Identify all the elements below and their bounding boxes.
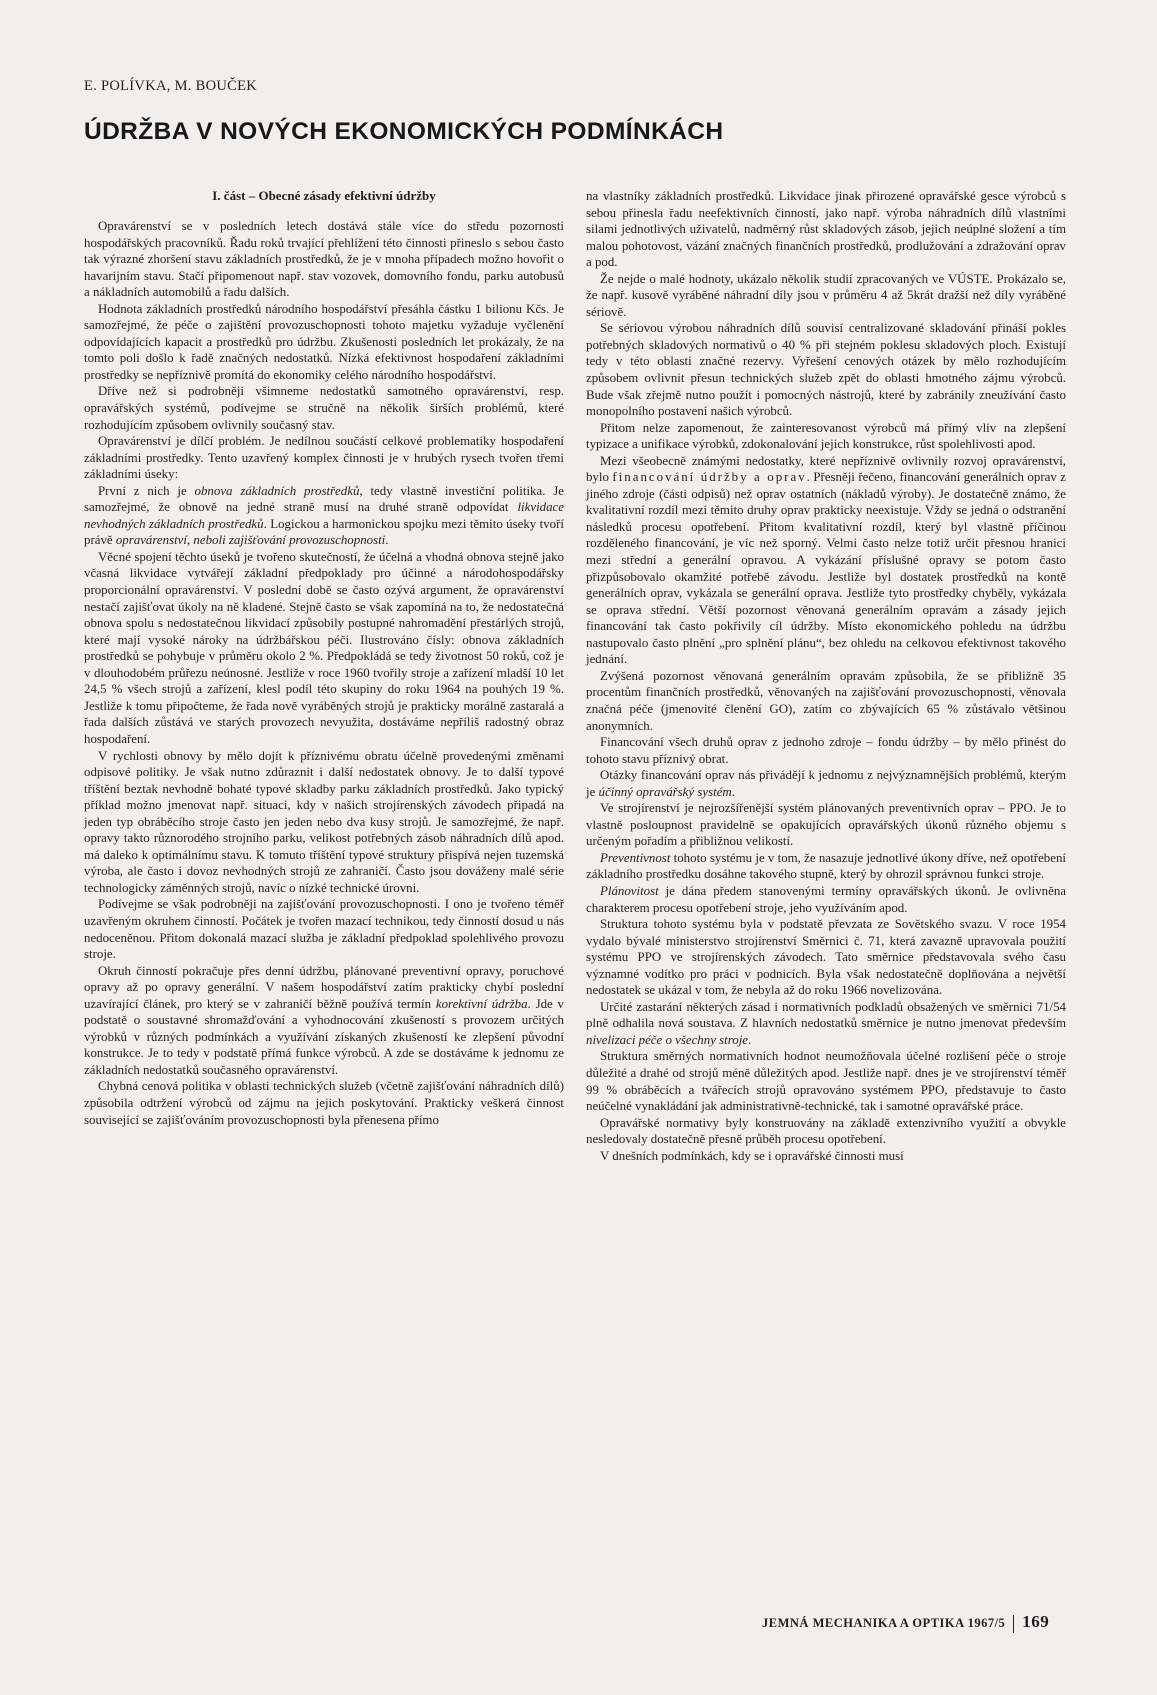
text-run: Okruh činností pokračuje přes denní údržbu, plánované preventivní opravy, poruchové opravy až po opravy generální. V našem hospodářství zatím prakticky chybí poslední uzavírající článek, pro který se v zahraničí běžně používá termín xyxy=(84,963,564,1011)
paragraph: Financování všech druhů oprav z jednoho zdroje – fondu údržby – by mělo přinést do tohoto stavu příznivý obrat. xyxy=(586,735,1066,766)
footer-divider xyxy=(1013,1615,1014,1633)
page-number: 169 xyxy=(1022,1612,1050,1631)
article-authors: E. POLÍVKA, M. BOUČEK xyxy=(84,78,258,94)
paragraph: Že nejde o malé hodnoty, ukázalo několik studií zpracovaných ve VÚSTE. Prokázalo se, že např. kusově vyráběné náhradní díly jsou v průměru 4 až 5krát dražší než díly vyráběné sériově. xyxy=(586,271,1066,319)
emphasis: obnova základních prostředků xyxy=(194,483,360,498)
text-run: . xyxy=(748,1032,752,1047)
paragraph: Struktura tohoto systému byla v podstatě převzata ze Sovětského svazu. V roce 1954 vydalo bývalé ministerstvo strojírenství Směrnici č. 71, která zavazně upravovala použití systému PPO ve strojírenských závodech. Tato směrnice představovala svého času významné vodítko pro práci v podnicích. Byla však nedostatečně doplňována a největší nedostatek se ukázal v tom, že nebyla až do roku 1966 novelizována. xyxy=(586,917,1066,998)
emphasis: Preventivnost xyxy=(600,850,671,865)
paragraph: Opravářské normativy byly konstruovány na základě extenzivního využití a obvykle nesledovaly dostatečně přesně průběh procesu opotřebení. xyxy=(586,1115,1066,1147)
paragraph: Se sériovou výrobou náhradních dílů souvisí centralizované skladování přináší pokles potřebných skladových normativů o 40 % při stejném poklesu skladových ploch. Existují tedy v této oblasti značné rezervy. Vyřešení cenových otázek by mělo rozhodujícím způsobem ovlivnit přesun technických služeb zpět do oblasti hmotného zájmu výrobců. Bude však zřejmě nutno použít i pomocných nástrojů, které by zabránily zneužívání často monopolního postavení našich výrobců. xyxy=(586,321,1066,419)
article-title: ÚDRŽBA V NOVÝCH EKONOMICKÝCH PODMÍNKÁCH xyxy=(84,118,724,145)
paragraph xyxy=(84,963,564,1079)
paragraph: Věcné spojení těchto úseků je tvořeno skutečností, že účelná a vhodná obnova stejně jako včasná likvidace vytvářejí základní předpoklady pro účinné a národohospodářsky proporcionální opravárenství. V poslední době se často ozývá argument, že opravárenství nestačí zajišťovat úkoly na ně kladené. Stejně často se však zapomíná na to, že nedostatečná obnova spolu s nedostatečnou likvidací způsobily postupné nahromadění přestárlých strojů, které mají vysoké nároky na údržbářskou péči. Ilustrováno čísly: obnova základních prostředků se pohybuje v průměru okolo 2 %. Předpokládá se tedy životnost 50 roků, což je v dlouhodobém průřezu neúnosné. Jestliže v roce 1960 tvořily stroje a zařízení mladší 10 let 24,5 % všech strojů a zařízení, klesl podíl této skupiny do roku 1964 na pouhých 19 %. Jestliže k tomu připočteme, že řada nově vyráběných strojů je prakticky morálně zastaralá a řada dalších zůstává ve starých provozech nevyužita, dostáváme nepříliš radostný obraz hospodaření. xyxy=(84,549,564,746)
emphasis: nivelizaci péče o všechny stroje xyxy=(586,1032,749,1047)
paragraph: Hodnota základních prostředků národního hospodářství přesáhla částku 1 bilionu Kčs. Je samozřejmé, že péče o zajištění provozuschopnosti tohoto majetku vyžaduje vyčlenění odpovídajících kapacit a prostředků pro údržbu. Zkušenosti posledních let prokázaly, že na tomto poli došlo k řadě značných nedostatků. Nízká efektivnost hospodaření základními prostředky se nepříznivě promítá do ekonomiky celého národního hospodářství. xyxy=(84,301,564,382)
section-heading: I. část – Obecné zásady efektivní údržby xyxy=(212,188,436,203)
text-run: je dána předem stanovenými termíny opravářských úkonů. Je ovlivněna charakterem procesu opotřebení stroje, jeho využíváním apod. xyxy=(586,883,1066,915)
paragraph xyxy=(586,850,1066,883)
paragraph: Dříve než si podrobněji všimneme nedostatků samotného opravárenství, resp. opravářských systémů, podívejme se stručně na několik širších problémů, které rozhodujícím způsobem ovlivnily současný stav. xyxy=(84,384,564,432)
text-run: tohoto systému je v tom, že nasazuje jednotlivé úkony dříve, než opotřebení základního prostředku dosáhne takového stupně, který by ohrozil správnou funkci stroje. xyxy=(586,850,1066,882)
paragraph: Přitom nelze zapomenout, že zainteresovanost výrobců má přímý vliv na zlepšení typizace a unifikace výrobků, zdokonalování jejich konstrukce, růst spolehlivosti apod. xyxy=(586,420,1066,452)
text-run: . xyxy=(731,784,735,799)
emphasis: opravárenství, neboli zajišťování provozuschopnosti xyxy=(115,533,386,548)
paragraph: Podívejme se však podrobněji na zajišťování provozuschopnosti. I ono je tvořeno téměř uzavřeným okruhem činností. Počátek je tvořen mazací technikou, tedy činností dosud u nás nedoceněnou. Přitom dokonalá mazací služba je základní předpoklad spolehlivého provozu stroje. xyxy=(84,897,564,962)
paragraph xyxy=(586,999,1066,1049)
paragraph xyxy=(586,883,1066,916)
paragraph: Struktura směrných normativních hodnot neumožňovala účelné rozlišení péče o stroje důležité a drahé od strojů méně důležitých apod. Jestliže např. dnes je ve strojírenství téměř 99 % obráběcích a tvářecích strojů opravováno systémem PPO, představuje to často neúčelné vynakládání jak administrativně-technické, tak i samotné opravářské práce. xyxy=(586,1049,1066,1114)
emphasis: likvidace nevhodných základních prostředků xyxy=(84,500,564,531)
paragraph: Opravárenství je dílčí problém. Je nedílnou součástí celkové problematiky hospodaření základními prostředky. Tento uzavřený komplex činnosti je v hrubých rysech tvořen třemi základními úseky: xyxy=(84,434,564,482)
spaced-emphasis: financování údržby a oprav xyxy=(612,470,807,485)
text-run: Otázky financování oprav nás přivádějí k jednomu z nejvýznamnějších problémů, kterým je xyxy=(586,768,1066,799)
paragraph xyxy=(586,453,1066,668)
paragraph: na vlastníky základních prostředků. Likvidace jinak přirozené opravářské gesce výrobců s sebou přinesla řadu neefektivních činností, jako např. výroba náhradních dílů vlastními silami jednotlivých uživatelů, nadměrný růst skladových zásob, jejich neúplné složení a tím malou pohotovost, vázání značných finančních prostředků, prodlužování a zdražování oprav a pod. xyxy=(586,189,1066,270)
emphasis: účinný opravářský systém xyxy=(598,784,732,799)
text-run: . xyxy=(385,533,389,548)
right-column xyxy=(586,188,1066,1164)
emphasis: Plánovitost xyxy=(600,883,659,898)
page-footer xyxy=(762,1612,1049,1633)
paragraph xyxy=(586,767,1066,800)
text-run: Určité zastarání některých zásad i normativních podkladů obsažených ve směrnici 71/54 plně odhalila nová soustava. Z hlavních nedostatků směrnice je nutno jmenovat především xyxy=(586,999,1066,1031)
paragraph: Ve strojírenství je nejrozšířenější systém plánovaných preventivních oprav – PPO. Je to vlastně posloupnost pravidelně se opakujících opravářských úkonů různého objemu s určeným pořadím a přibližnou velikostí. xyxy=(586,801,1066,849)
text-run: . Logickou a harmonickou spojku mezi těmito úseky tvoří právě xyxy=(84,516,565,548)
paragraph: Opravárenství se v posledních letech dostává stále více do středu pozornosti hospodářských pracovníků. Řadu roků trvající přehlížení této činnosti přineslo s sebou často tak výrazné zhoršení stavu základních prostředků, že je v mnoha případech možno hovořit o havarijním stavu. Stačí připomenout např. stav vozovek, domovního fondu, parku autobusů a nákladních automobilů a řadu dalších. xyxy=(84,219,564,300)
paragraph: V rychlosti obnovy by mělo dojít k příznivému obratu účelně provedenými změnami odpisové politiky. Je však nutno zdůraznit i další nedostatek obnovy. Je to další typové tříštění beztak nevhodně bohaté typové skladby parku základních prostředků. Jako typický příklad možno jmenovat např. situaci, kdy v našich strojírenských závodech připadá na jeden typ obráběcího stroje často jen jeden nebo dva kusy strojů. Je samozřejmé, že např. opravy takto různorodého strojního parku, velikost potřebných zásob náhradních dílů apod. má daleko k optimálnímu stavu. K tomuto tříštění typové struktury přispívá nejen tuzemská výroba, ale často i dovoz nevhodných strojů ze zahraničí. Často jsou dováženy malé série technologicky záměnných strojů, navíc o nízké technické úrovni. xyxy=(84,748,564,895)
emphasis: korektivní údržba xyxy=(435,996,528,1011)
paragraph: Chybná cenová politika v oblasti technických služeb (včetně zajišťování náhradních dílů) způsobila odtržení výrobců od zájmu na jejich poskytování. Prakticky veškerá činnost související se zajišťováním provozuschopnosti byla přenesena přímo xyxy=(84,1079,564,1127)
text-run: , tedy vlastně investiční politika. Je samozřejmé, že obnově na jedné straně musí na druhé straně odpovídat xyxy=(84,483,564,515)
paragraph xyxy=(84,483,564,549)
text-run: . Jde v podstatě o soustavné shromažďování a vyhodnocování zkušeností s provozem určitých výrobků v různých podmínkách a využívání získaných zkušeností ke zlepšení původní konstrukce. Je to tedy v podstatě přímá funkce výrobců. A zde se dostáváme k jednomu ze základních nedostatků současného opravárenství. xyxy=(84,996,564,1077)
text-run: . Přesněji řečeno, financování generálních oprav z jiného zdroje (části odpisů) než oprav ostatních (nákladů výroby). Je dostatečně známo, že kvalitativní rozdíl mezi těmito druhy oprav prakticky neexistuje. Vždy se jedná o odstranění následků procesu opotřebení. Přitom kvalitativní rozdíl, který byl vlastně příčinou rozděleného financování, je víc než sporný. Velmi často nelze totiž určit přesnou hranici mezi střední a generální opravou. A vykázání příslušné opravy se potom často přizpůsobovalo okamžité potřebě závodu. Jestliže byl dostatek prostředků na kontě generálních oprav, vykázala se generální oprava. Jestliže tyto prostředky chyběly, vykázala se oprava střední. Větší pozornost věnovaná generálním opravám a zásady jejich financování tak často pokřivily cíl údržby. Místo ekonomického pohledu na údržbu nastupovalo často plnění „pro splnění plánu“, bez ohledu na celkovou efektivnost takového jednání. xyxy=(586,470,1066,667)
left-column xyxy=(84,188,564,1128)
paragraph: V dnešních podmínkách, kdy se i opravářské činnosti musí xyxy=(600,1148,904,1163)
paragraph: Zvýšená pozornost věnovaná generálním opravám způsobila, že se přibližně 35 procentům finančních prostředků, věnovaných na zajišťování provozuschopnosti, věnovala značná péče (jmenovité členění GO), zatím co zbývajících 65 % zůstávalo většinou anonymních. xyxy=(586,668,1066,733)
journal-name: JEMNÁ MECHANIKA A OPTIKA 1967/5 xyxy=(762,1616,1006,1630)
text-run: Mezi všeobecně známými nedostatky, které nepříznivě ovlivnily rozvoj opravárenství, bylo xyxy=(586,453,1066,485)
text-run: První z nich je xyxy=(98,483,195,498)
